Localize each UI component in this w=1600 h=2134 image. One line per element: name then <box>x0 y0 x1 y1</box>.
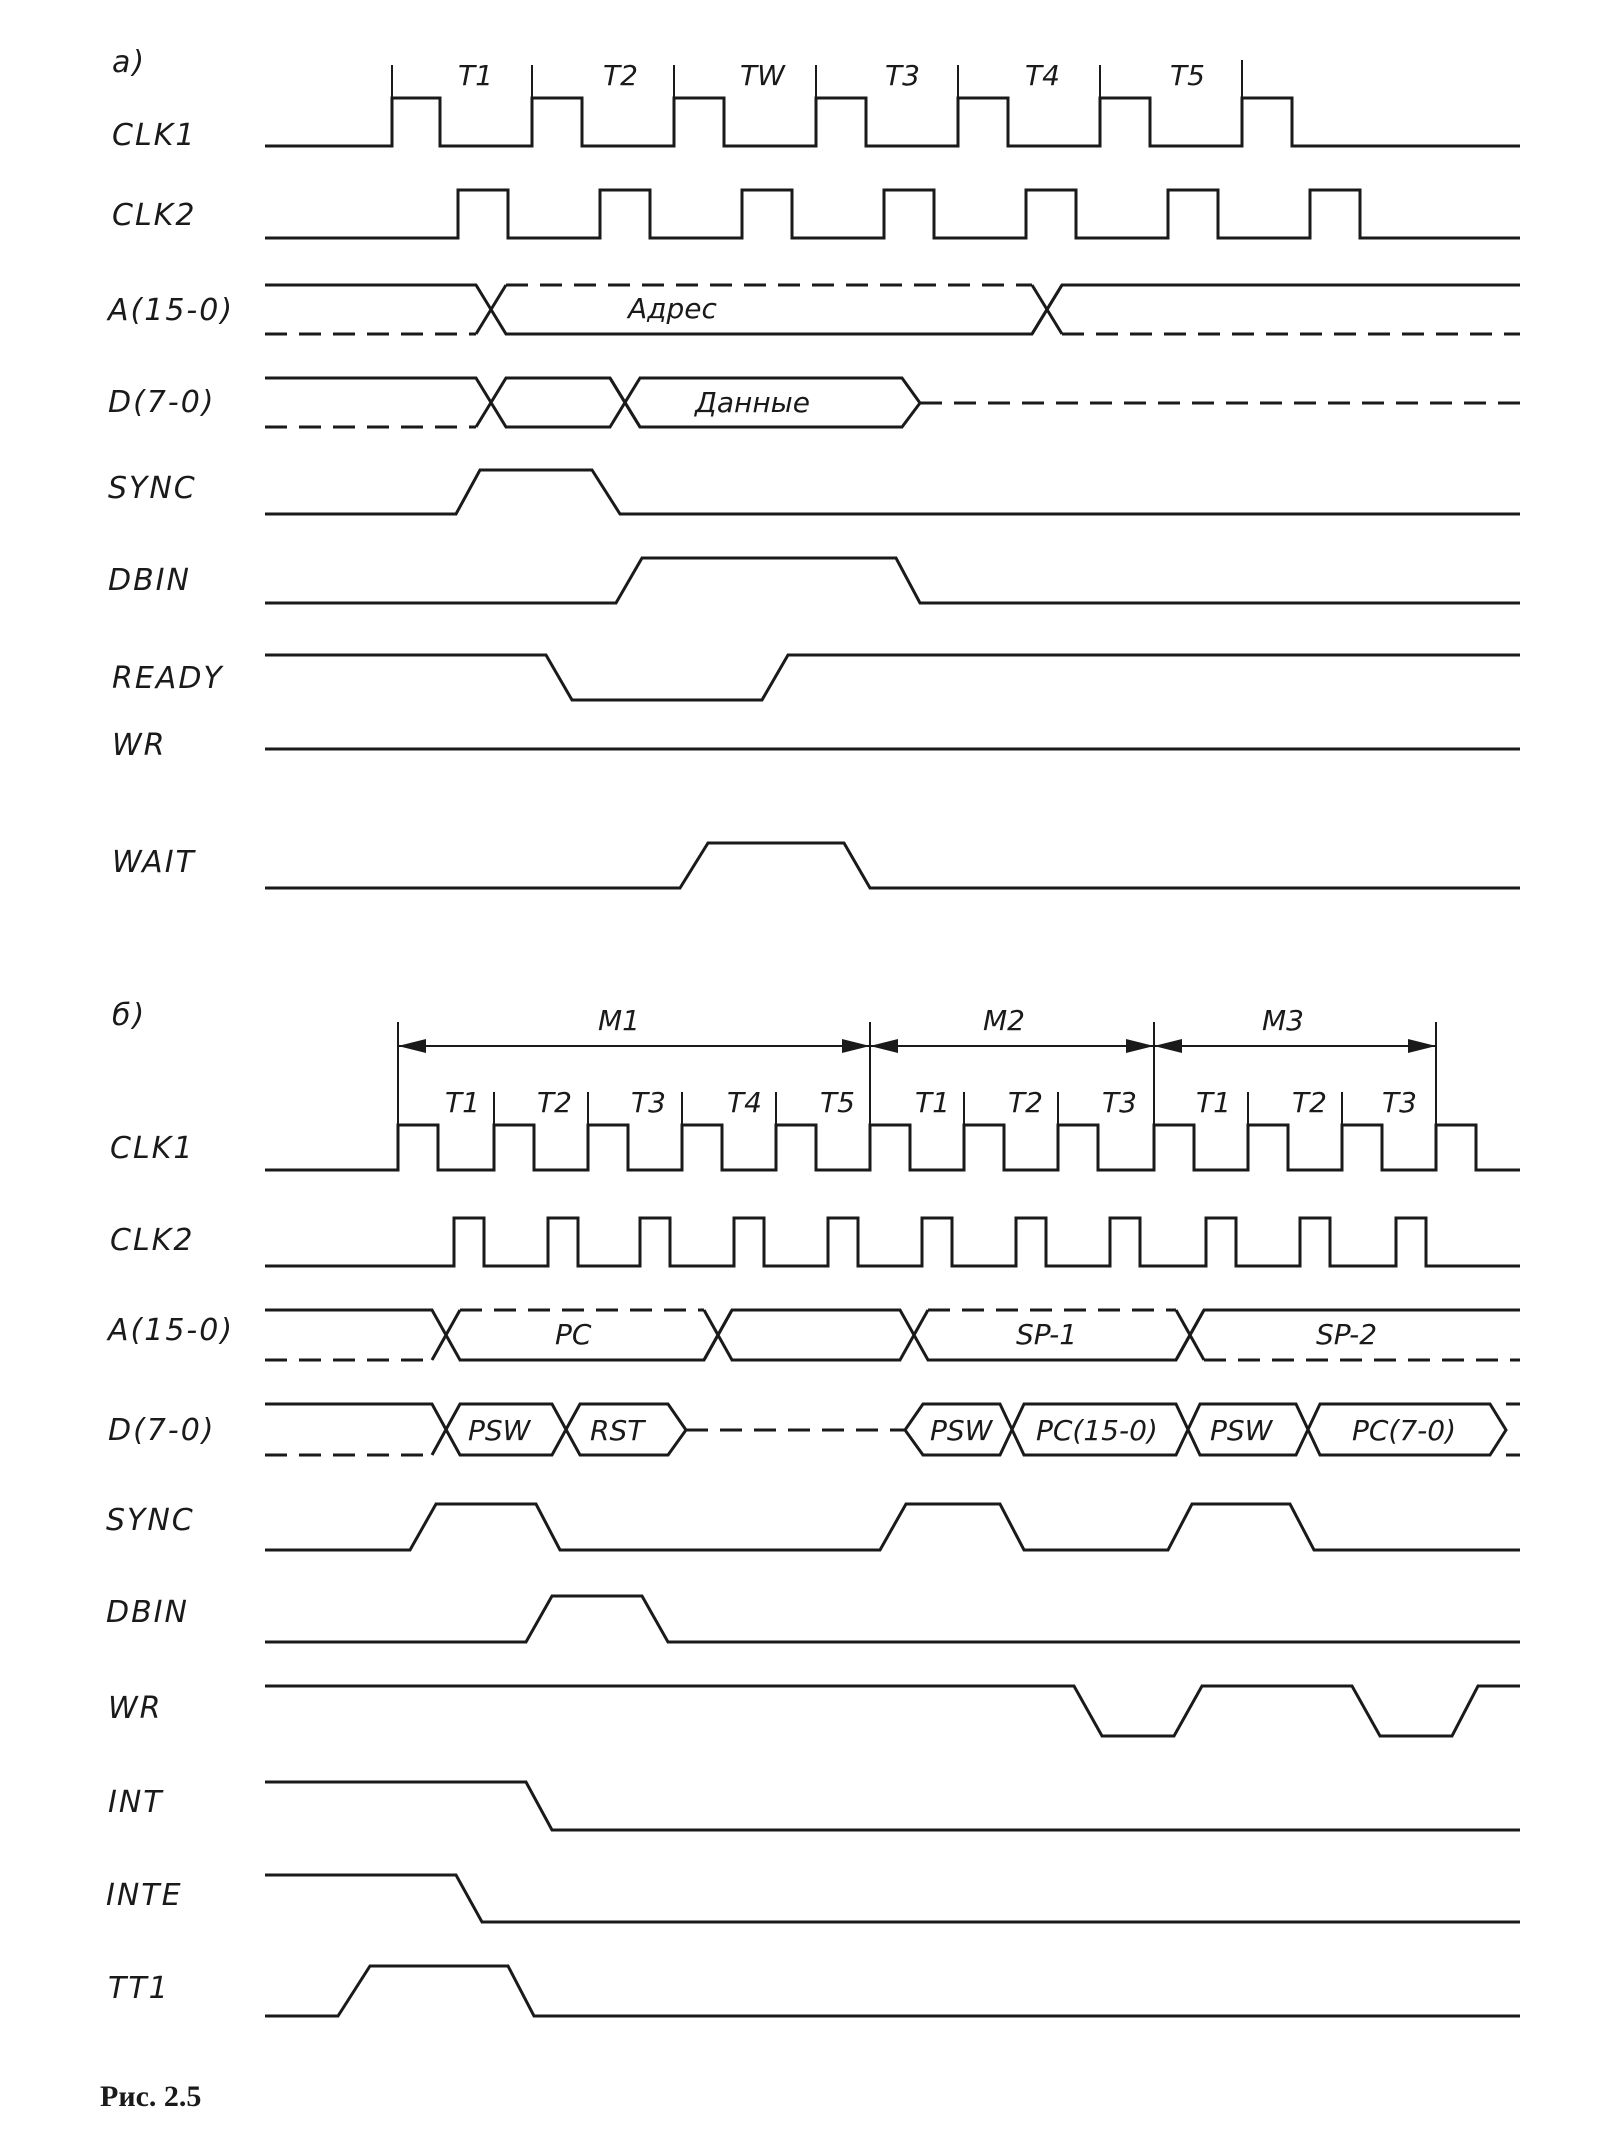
signal-label-sync: SYNC <box>108 471 197 506</box>
panel-b-phase-label: T2 <box>1008 1086 1043 1119</box>
figure-caption: Рис. 2.5 <box>100 2080 202 2113</box>
signal-label-wait: WAIT <box>112 845 196 880</box>
data-bus-label: RST <box>590 1414 645 1447</box>
panel-b-phase-label: T1 <box>1196 1086 1231 1119</box>
panel-a-phase-label: T2 <box>603 59 638 92</box>
data-bus-label: PSW <box>1210 1414 1273 1447</box>
signal-label-address-bus: A(15-0) <box>108 1313 235 1348</box>
signal-label-tt1: TT1 <box>108 1971 170 2006</box>
waveform-int <box>265 1782 1520 1830</box>
panel-a-phase-label: T5 <box>1170 59 1205 92</box>
address-bus-label: SP-1 <box>1016 1318 1078 1351</box>
signal-label-dbin: DBIN <box>108 563 191 598</box>
panel-b-phase-label: T2 <box>537 1086 572 1119</box>
panel-a-label: а) <box>112 45 147 80</box>
panel-b-phase-label: T3 <box>631 1086 666 1119</box>
signal-label-clk2: CLK2 <box>110 1223 195 1258</box>
panel-a-phase-label: T4 <box>1025 59 1060 92</box>
cycle-label-m1: M1 <box>598 1004 640 1037</box>
waveform-wr <box>265 1686 1520 1736</box>
signal-label-sync: SYNC <box>106 1503 195 1538</box>
waveform-data-bus <box>265 378 1520 427</box>
cycle-label-m2: M2 <box>983 1004 1025 1037</box>
signal-label-clk1: CLK1 <box>110 1131 195 1166</box>
waveform-dbin <box>265 1596 1520 1642</box>
signal-label-clk2: CLK2 <box>112 198 197 233</box>
signal-label-data-bus: D(7-0) <box>108 1413 216 1448</box>
panel-b <box>106 998 1520 2016</box>
panel-a <box>106 45 1520 888</box>
waveform-sync <box>265 470 1520 514</box>
waveform-wait <box>265 843 1520 888</box>
address-bus-label: SP-2 <box>1316 1318 1378 1351</box>
cycle-label-m3: M3 <box>1262 1004 1304 1037</box>
waveform-tt1 <box>265 1966 1520 2016</box>
data-bus-label: PSW <box>930 1414 993 1447</box>
panel-a-phase-label: T1 <box>458 59 493 92</box>
signal-label-wr: WR <box>112 728 167 763</box>
signal-label-int: INT <box>108 1785 164 1820</box>
signal-label-ready: READY <box>112 661 224 696</box>
panel-a-phase-label: TW <box>740 59 785 92</box>
waveform-clk1 <box>265 1125 1520 1170</box>
signal-label-dbin: DBIN <box>106 1595 189 1630</box>
panel-b-phase-label: T3 <box>1382 1086 1417 1119</box>
panel-a-phase-label: T3 <box>885 59 920 92</box>
waveform-sync <box>265 1504 1520 1550</box>
waveform-inte <box>265 1875 1520 1922</box>
panel-b-phase-label: T3 <box>1102 1086 1137 1119</box>
data-bus-label: PSW <box>468 1414 531 1447</box>
waveform-clk1 <box>265 98 1520 146</box>
waveform-data-bus <box>265 1404 1520 1455</box>
panel-b-phase-label: T1 <box>915 1086 950 1119</box>
waveform-ready <box>265 655 1520 700</box>
signal-label-data-bus: D(7-0) <box>108 385 216 420</box>
panel-b-phase-label: T5 <box>820 1086 855 1119</box>
signal-label-address-bus: A(15-0) <box>108 293 235 328</box>
waveform-address-bus <box>265 285 1520 334</box>
panel-b-label: б) <box>112 998 147 1033</box>
waveform-clk2 <box>265 1218 1520 1266</box>
panel-b-phase-label: T4 <box>727 1086 762 1119</box>
panel-b-phase-label: T1 <box>445 1086 480 1119</box>
panel-a-phase-ticks <box>392 60 1242 98</box>
data-bus-label: PC(7-0) <box>1352 1414 1457 1447</box>
data-bus-label: Данные <box>695 386 810 419</box>
waveform-dbin <box>265 558 1520 603</box>
address-bus-label: Адрес <box>628 292 717 325</box>
signal-label-clk1: CLK1 <box>112 118 197 153</box>
signal-label-wr: WR <box>108 1691 163 1726</box>
waveform-clk2 <box>265 190 1520 238</box>
signal-label-inte: INTE <box>106 1878 183 1913</box>
panel-b-phase-label: T2 <box>1292 1086 1327 1119</box>
address-bus-label: PC <box>555 1318 592 1351</box>
data-bus-label: PC(15-0) <box>1036 1414 1158 1447</box>
